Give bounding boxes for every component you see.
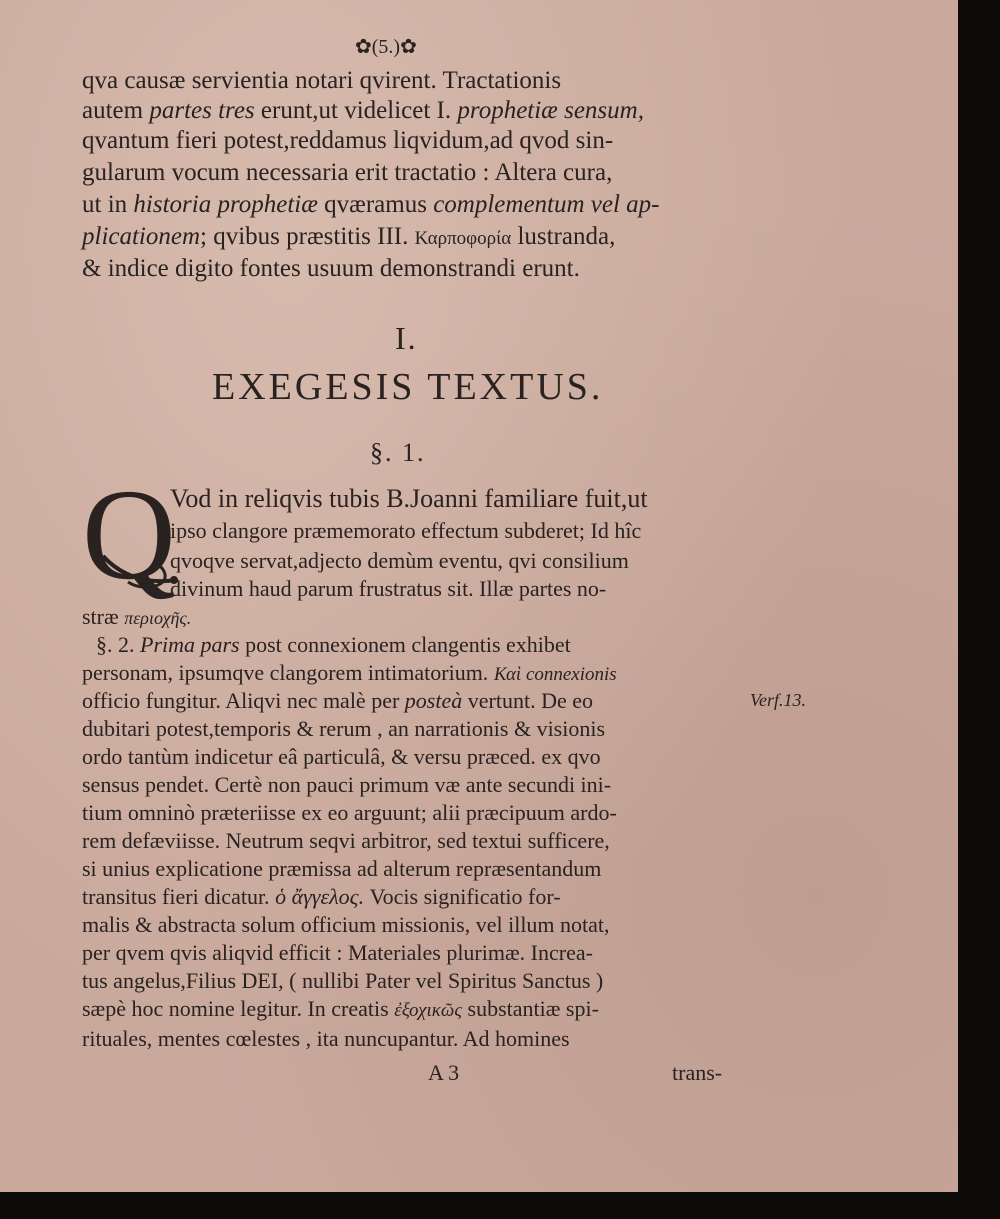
text-line: si unius explicatione præmissa ad alterum repræsentandum: [82, 856, 602, 881]
text-line: ipso clangore præmemorato effectum subderet; Id hîc: [170, 518, 642, 543]
page-bottom-edge: [0, 1192, 1000, 1219]
text-line: qvantum fieri potest,reddamus liqvidum,ad qvod sin-: [82, 127, 614, 154]
text-line: per qvem qvis aliqvid efficit : Materiales plurimæ. Increa-: [82, 940, 593, 965]
text-line: ut in historia prophetiæ qværamus complementum vel ap-: [82, 191, 660, 218]
dropcap-letter: Q: [82, 463, 176, 607]
text-line: & indice digito fontes usuum demonstrandi erunt.: [82, 255, 580, 282]
text-line: dubitari potest,temporis & rerum , an narrationis & visionis: [82, 716, 606, 741]
text-line: gularum vocum necessaria erit tractatio : Altera cura,: [82, 159, 613, 186]
signature-mark: A 3: [428, 1060, 460, 1085]
text-line: divinum haud parum frustratus sit. Illæ partes no-: [170, 576, 607, 601]
margin-note-verse: Verf.13.: [750, 690, 806, 710]
text-line: stræ περιοχῆς.: [82, 604, 192, 629]
page-number: ✿(5.)✿: [355, 36, 417, 58]
text-line: personam, ipsumqve clangorem intimatorium. Καὶ connexionis: [82, 660, 617, 685]
text-line: Vod in reliqvis tubis B.Joanni familiare fuit,ut: [170, 484, 648, 513]
text-line: transitus fieri dicatur. ὁ ἄγγελος. Vocis significatio for-: [82, 884, 561, 909]
catchword: trans-: [672, 1060, 723, 1085]
text-line: rituales, mentes cœlestes , ita nuncupantur. Ad homines: [82, 1026, 570, 1051]
text-line: §. 2. Prima pars post connexionem clangentis exhibet: [96, 632, 571, 657]
section-numeral: I.: [395, 320, 418, 356]
text-line: qva causæ servientia notari qvirent. Tractationis: [82, 67, 562, 94]
text-line: autem partes tres erunt,ut videlicet I. prophetiæ sensum,: [82, 97, 644, 124]
section-title: EXEGESIS TEXTUS.: [212, 366, 604, 408]
text-line: tus angelus,Filius DEI, ( nullibi Pater vel Spiritus Sanctus ): [82, 968, 604, 993]
text-line: officio fungitur. Aliqvi nec malè per posteà vertunt. De eo: [82, 688, 593, 713]
text-line: sensus pendet. Certè non pauci primum væ ante secundi ini-: [82, 772, 612, 797]
paragraph-mark: §. 1.: [370, 438, 426, 467]
text-line: sæpè hoc nomine legitur. In creatis ἐξοχικῶς substantiæ spi-: [82, 996, 599, 1021]
book-spine-shadow: [958, 0, 1000, 1219]
text-line: tium omninò præteriisse ex eo arguunt; alii præcipuum ardo-: [82, 800, 617, 825]
text-line: rem defæviisse. Neutrum seqvi arbitror, sed textui sufficere,: [82, 828, 610, 853]
text-line: qvoqve servat,adjecto demùm eventu, qvi consilium: [170, 548, 629, 573]
text-line: ordo tantùm indicetur eâ particulâ, & versu præced. ex qvo: [82, 744, 601, 769]
text-line: plicationem; qvibus præstitis III. Καρποφορία lustranda,: [82, 223, 616, 250]
text-line: malis & abstracta solum officium missionis, vel illum notat,: [82, 912, 610, 937]
